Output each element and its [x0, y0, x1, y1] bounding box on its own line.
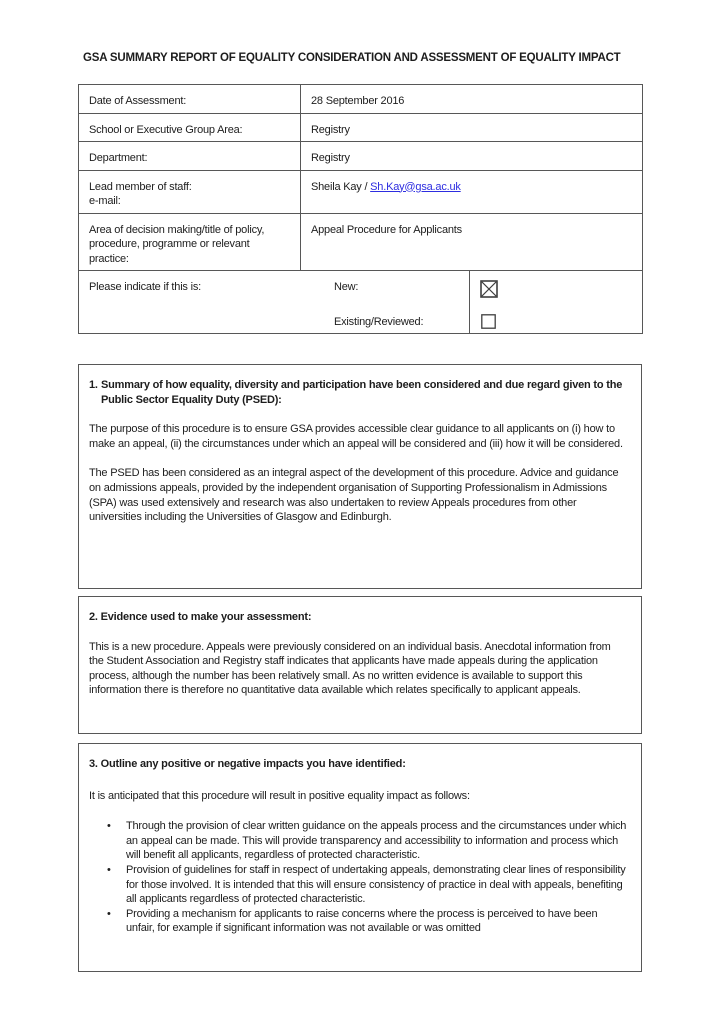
row-school-area: [79, 113, 643, 142]
section-1-number: 1.: [89, 379, 98, 391]
section-2-heading: 2. Evidence used to make your assessment:: [89, 611, 312, 623]
indicate-cell: [79, 271, 470, 334]
list-item: • Providing a mechanism for applicants to raise concerns where the process is perceived to have been unfair, for example if significant information was not available or was omitted: [126, 907, 627, 936]
field-label-line: Lead member of staff:: [89, 180, 192, 193]
field-label: School or Executive Group Area:: [79, 113, 301, 142]
section-3-heading: 3. Outline any positive or negative impacts you have identified:: [89, 758, 406, 770]
field-label-line: e-mail:: [89, 195, 121, 207]
section-1-paragraph: The purpose of this procedure is to ensure GSA provides accessible clear guidance to all applicants on (i) how to make an appeal, (ii) the circumstances under which an appeal will be considered and (iii) how it will be considered.: [89, 423, 623, 450]
indicate-label: Please indicate if this is:: [89, 281, 201, 293]
field-label: Department:: [79, 142, 301, 171]
field-value: Appeal Procedure for Applicants: [301, 213, 643, 271]
list-item: • Provision of guidelines for staff in respect of undertaking appeals, demonstrating clear lines of responsibility for those involved. It is intended that this will ensure consistency of practice in deal with appeals, benefiting all applicants regardless of protected characteristic.: [126, 863, 627, 907]
row-decision-area: [79, 213, 643, 271]
row-indicate: [79, 271, 643, 334]
info-table: [78, 84, 643, 334]
page-title: GSA SUMMARY REPORT OF EQUALITY CONSIDERATION AND ASSESSMENT OF EQUALITY IMPACT: [83, 52, 621, 64]
section-1-paragraph: The PSED has been considered as an integral aspect of the development of this procedure. Advice and guidance on admissions appeals, provided by the independent organisation of Supporting Professionalism in Admissions (SPA) was used extensively and research was also undertaken to review Appeals procedures from other universities including the Universities of Glasgow and Edinburgh.: [89, 467, 619, 524]
section-1-heading: [89, 378, 627, 407]
field-label: Area of decision making/title of policy, procedure, programme or relevant practice:: [79, 213, 301, 271]
field-label: [79, 170, 301, 213]
field-label: Date of Assessment:: [79, 85, 301, 114]
row-department: [79, 142, 643, 171]
section-3-paragraph: It is anticipated that this procedure will result in positive equality impact as follows:: [89, 789, 470, 802]
staff-name: Sheila Kay /: [311, 180, 371, 193]
field-value: [301, 170, 643, 213]
option-label-new: New:: [334, 281, 359, 293]
row-date-of-assessment: [79, 85, 643, 114]
list-item: • Through the provision of clear written guidance on the appeals process and the circumstances under which an appeal can be made. This will provide transparency and accessibility to information and process which will benefit all applicants, regardless of protected characteristic.: [126, 819, 627, 863]
row-lead-staff: [79, 170, 643, 213]
field-value: Registry: [301, 142, 643, 171]
section-1-summary: [78, 364, 642, 589]
field-value: 28 September 2016: [301, 85, 643, 114]
option-label-existing: Existing/Reviewed:: [334, 315, 424, 328]
field-value: Registry: [301, 113, 643, 142]
section-3-impacts: [78, 743, 642, 972]
impact-bullet-list: [89, 819, 627, 936]
checkbox-unchecked-icon[interactable]: [481, 314, 634, 329]
section-2-evidence: [78, 596, 642, 734]
section-1-heading-text: Summary of how equality, diversity and participation have been considered and due regard given to the Public Sector Equality Duty (PSED):: [101, 379, 623, 406]
email-link[interactable]: Sh.Kay@gsa.ac.uk: [370, 180, 461, 193]
section-2-paragraph: This is a new procedure. Appeals were previously considered on an individual basis. Anecdotal information from the Student Association and Registry staff indicates that applicants have made appeals during the application process, although the number has been relatively small. As no written evidence is available to support this information there is therefore no quantitative data available which relates specifically to applicant appeals.: [89, 640, 611, 697]
checkbox-checked-icon[interactable]: [480, 280, 634, 298]
checkbox-cell: [470, 271, 643, 334]
